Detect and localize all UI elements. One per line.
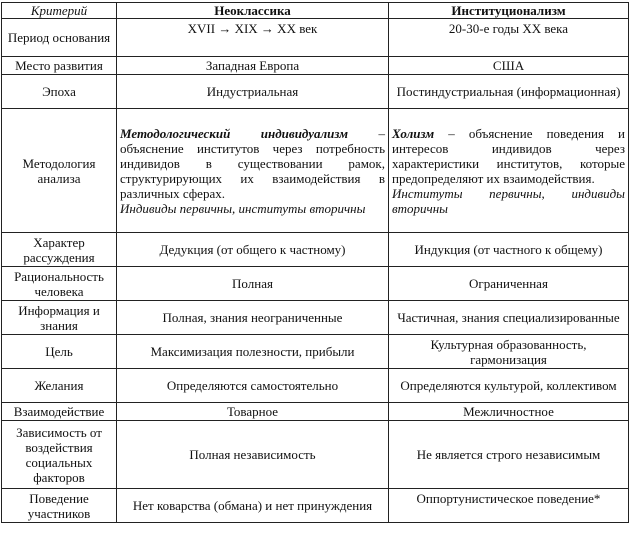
institutionalism-cell: Культурная образованность, гармонизация [389,335,629,369]
criterion-cell: Методология анализа [2,109,117,233]
institutionalism-cell: Не является строго независимым [389,421,629,489]
criterion-cell: Характер рассуждения [2,233,117,267]
criterion-cell: Информация и знания [2,301,117,335]
criterion-cell: Место развития [2,57,117,75]
table-row [2,403,629,421]
institutionalism-cell: США [389,57,629,75]
table-row [2,369,629,403]
table-row [2,489,629,523]
institutionalism-cell: Определяются культурой, коллективом [389,369,629,403]
header-row [2,3,629,19]
table-row [2,267,629,301]
institutionalism-cell: Ограниченная [389,267,629,301]
header-criterion: Критерий [2,3,117,19]
neoclassic-cell: Определяются самостоятельно [117,369,389,403]
neoclassic-cell: Полная, знания неограниченные [117,301,389,335]
neoclassic-cell: Полная независимость [117,421,389,489]
comparison-table [1,2,629,523]
institutionalism-cell: 20-30-е годы XX века [389,19,629,57]
table-row [2,233,629,267]
institutionalism-cell: Индукция (от частного к общему) [389,233,629,267]
criterion-cell: Зависимость от воздействия социальных факторов [2,421,117,489]
methodology-summary: Индивиды первичны, институты вторичны [120,200,366,216]
header-neoclassic: Неоклассика [117,3,389,19]
neoclassic-cell: Полная [117,267,389,301]
criterion-cell: Эпоха [2,75,117,109]
criterion-cell: Поведение участников [2,489,117,523]
criterion-cell: Взаимодействие [2,403,117,421]
neoclassic-cell: Максимизация полезности, прибыли [117,335,389,369]
methodology-summary: Институты первичны, индивиды вторичны [392,185,625,216]
table-row [2,335,629,369]
methodology-term: Методологический индивидуализм [120,125,349,141]
neoclassic-cell: Западная Европа [117,57,389,75]
table-row [2,75,629,109]
table-row [2,19,629,57]
neoclassic-cell: Товарное [117,403,389,421]
neoclassic-cell: Индустриальная [117,75,389,109]
institutionalism-methodology-cell [389,109,629,233]
institutionalism-cell: Частичная, знания специализированные [389,301,629,335]
neoclassic-cell: Нет коварства (обмана) и нет принуждения [117,489,389,523]
methodology-description: – объяснение поведения и интересов индивидов через характеристики институтов, которые предопределяют их взаимодействия. [392,125,625,186]
header-institutionalism: Институционализм [389,3,629,19]
methodology-term: Холизм [392,125,435,141]
methodology-description: – объяснение институтов через потребность индивидов в существовании рамок, структурирующих их взаимодействия в различных сферах. [120,125,386,201]
criterion-cell: Цель [2,335,117,369]
table-row [2,57,629,75]
table-row [2,301,629,335]
criterion-cell: Желания [2,369,117,403]
criterion-cell: Рациональность человека [2,267,117,301]
criterion-cell: Период основания [2,19,117,57]
neoclassic-methodology-cell [117,109,389,233]
neoclassic-cell: Дедукция (от общего к частному) [117,233,389,267]
table-row [2,421,629,489]
institutionalism-cell: Оппортунистическое поведение* [389,489,629,523]
institutionalism-cell: Постиндустриальная (информационная) [389,75,629,109]
table-row [2,109,629,233]
neoclassic-cell: XVII → XIX → XX век [117,19,389,57]
institutionalism-cell: Межличностное [389,403,629,421]
